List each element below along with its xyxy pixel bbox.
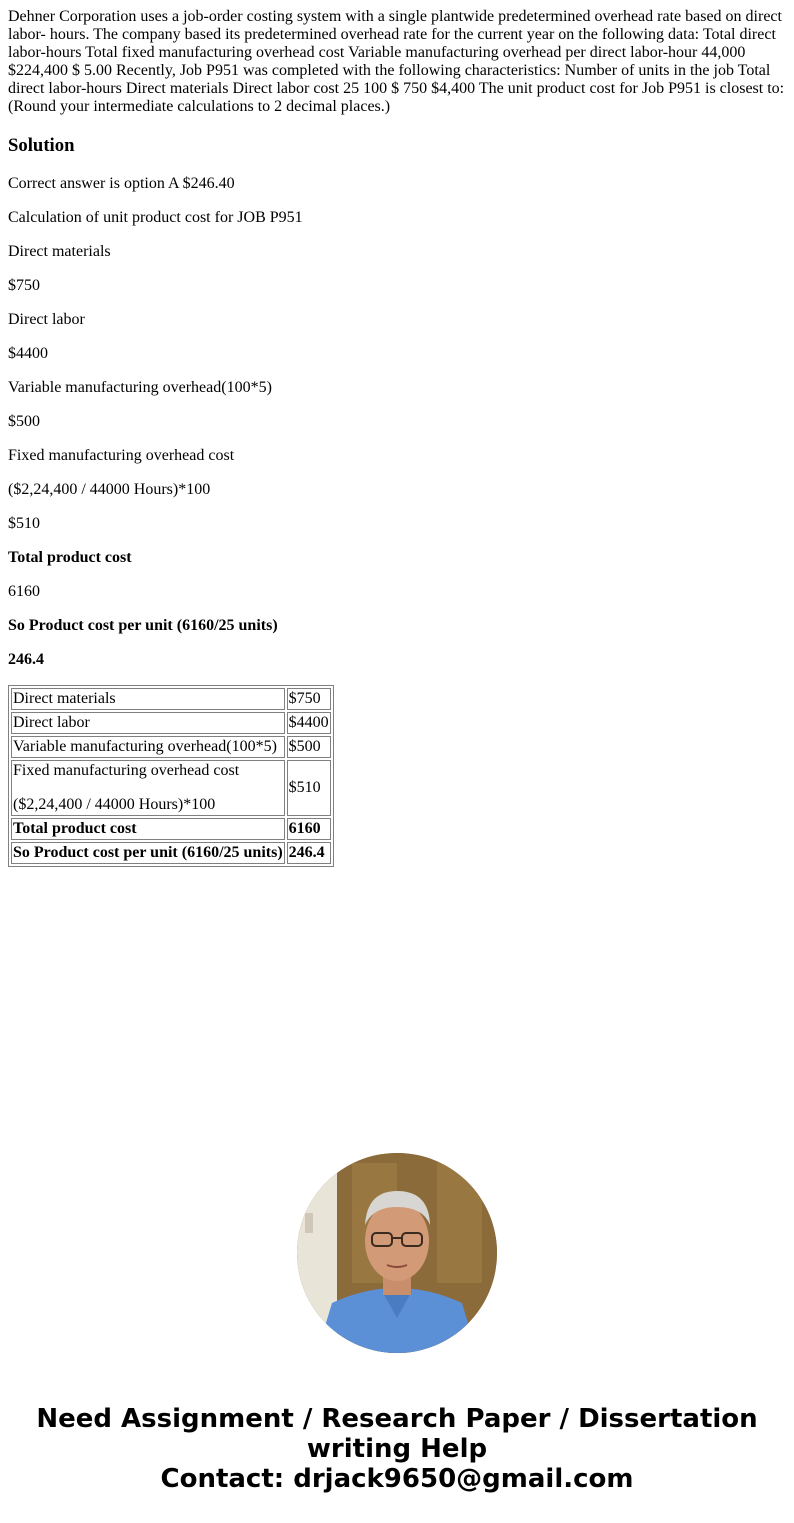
cost-label: ($2,24,400 / 44000 Hours)*100: [13, 796, 216, 813]
table-row: [11, 688, 331, 710]
cost-value-cell: 246.4: [287, 842, 331, 864]
solution-line: $750: [8, 277, 40, 294]
cost-label-cell: [11, 736, 285, 758]
cost-label: So Product cost per unit (6160/25 units): [13, 844, 283, 861]
cost-label: Variable manufacturing overhead(100*5): [13, 738, 277, 755]
solution-line: So Product cost per unit (6160/25 units): [8, 617, 278, 634]
table-row: [11, 818, 331, 840]
cost-label-cell: [11, 760, 285, 816]
footer-line-1: Need Assignment / Research Paper / Dissertation: [36, 1404, 758, 1434]
cost-label: Direct materials: [13, 690, 116, 707]
solution-heading: Solution: [8, 135, 75, 156]
footer-line-2: writing Help: [306, 1434, 488, 1464]
solution-line: Variable manufacturing overhead(100*5): [8, 379, 272, 396]
solution-line: Total product cost: [8, 549, 132, 566]
cost-label-cell: [11, 712, 285, 734]
solution-line: 6160: [8, 583, 40, 600]
cost-label: Direct labor: [13, 714, 90, 731]
cost-label-cell: [11, 688, 285, 710]
footer-banner: [0, 1404, 794, 1494]
cost-label-cell: [11, 842, 285, 864]
solution-line: $510: [8, 515, 40, 532]
cost-value-cell: 6160: [287, 818, 331, 840]
solution-line: Fixed manufacturing overhead cost: [8, 447, 235, 464]
cost-label-cell: [11, 818, 285, 840]
solution-line: Direct labor: [8, 311, 85, 328]
author-avatar: [297, 1153, 497, 1353]
cost-label: Fixed manufacturing overhead cost: [13, 762, 240, 779]
table-row: [11, 760, 331, 816]
solution-line: ($2,24,400 / 44000 Hours)*100: [8, 481, 211, 498]
author-portrait-image: [297, 1153, 497, 1353]
solution-line: $4400: [8, 345, 48, 362]
solution-line: Correct answer is option A $246.40: [8, 175, 235, 192]
table-row: [11, 736, 331, 758]
footer-contact: Contact: drjack9650@gmail.com: [160, 1464, 634, 1494]
cost-value-cell: $500: [287, 736, 331, 758]
cost-value-cell: $750: [287, 688, 331, 710]
solution-line: $500: [8, 413, 40, 430]
cost-value-cell: $510: [287, 760, 331, 816]
solution-lines: [8, 175, 786, 669]
solution-line: 246.4: [8, 651, 44, 668]
solution-line: Calculation of unit product cost for JOB P951: [8, 209, 303, 226]
solution-line: Direct materials: [8, 243, 111, 260]
table-row: [11, 712, 331, 734]
question-text: Dehner Corporation uses a job-order costing system with a single plantwide predetermined overhead rate based on direct labor- hours. The company based its predetermined overhead rate for the current year on the following data: Total direct labor-hours Total fixed manufacturing overhead cost Variable manufacturing overhead per direct labor-hour 44,000 $224,400 $ 5.00 Recently, Job P951 was completed with the following characteristics: Number of units in the job Total direct labor-hours Direct materials Direct labor cost 25 100 $ 750 $4,400 The unit product cost for Job P951 is closest to: (Round your intermediate calculations to 2 decimal places.): [8, 8, 785, 115]
table-row: [11, 842, 331, 864]
cost-label: Total product cost: [13, 820, 137, 837]
cost-table: [8, 685, 334, 867]
cost-value-cell: $4400: [287, 712, 331, 734]
